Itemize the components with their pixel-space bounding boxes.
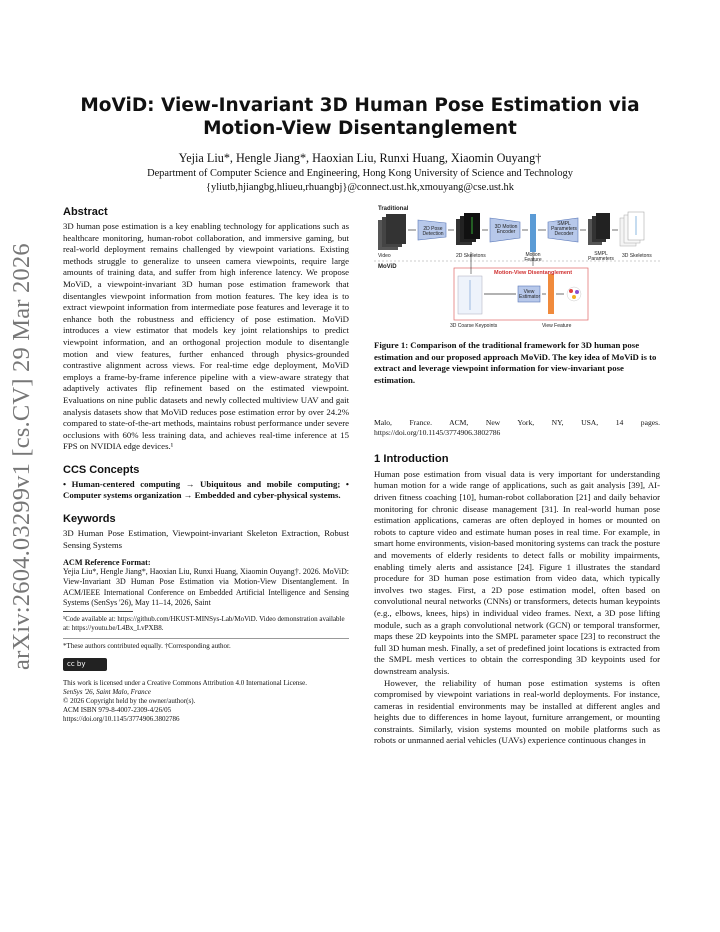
left-column: [63, 206, 349, 724]
label-view-feature: View Feature: [542, 323, 572, 329]
intro-paragraph-2: However, the reliability of human pose estimation systems is often compromised by viewpoint variations in real-world deployments. For instance, cameras in residential environments may be installed at different angles and heights due to differences in home layout, furniture arrangement, or mounting constraints. Similarly, vision systems mounted on mobile platforms such as robots or unmanned aerial vehicles (UAVs) experience continuous changes in: [374, 677, 660, 746]
license-block: [63, 679, 349, 724]
reference-continuation: Malo, France. ACM, New York, NY, USA, 14 pages. https://doi.org/10.1145/3774906.3802786: [374, 418, 660, 438]
license-line: This work is licensed under a Creative Commons Attribution 4.0 International License.: [63, 679, 307, 688]
label-movid: MoViD: [378, 264, 397, 270]
footnote-equal: *These authors contributed equally. †Corresponding author.: [63, 642, 231, 651]
label-3d-skeletons: 3D Skeletons: [622, 253, 652, 259]
label-smpl-decoder: SMPL Parameters Decoder: [551, 221, 577, 237]
label-video: Video: [378, 253, 391, 259]
license-doi-link[interactable]: https://doi.org/10.1145/3774906.3802786: [63, 715, 180, 724]
label-disentanglement: Motion-View Disentanglement: [494, 270, 573, 276]
figure-1-caption: Figure 1: Comparison of the traditional framework for 3D human pose estimation and our proposed approach MoViD. The key idea of MoViD is to extract and leverage viewpoint information for view-invariant pose estimation.: [374, 340, 657, 385]
label-smpl-params: SMPL Parameters: [588, 251, 614, 262]
skeleton-2d-frames: [456, 213, 480, 245]
cc-license-badge[interactable]: [63, 658, 349, 676]
label-motion-feature: Motion Feature: [524, 252, 542, 263]
acm-ref-heading: ACM Reference Format:: [63, 558, 151, 568]
acm-ref-text: Yejia Liu*, Hengle Jiang*, Haoxian Liu, Runxi Huang, Xiaomin Ouyang†. 2026. MoViD: View-Invariant 3D Human Pose Estimation via Motion-View Disentanglement. In ACM/IEEE International Conference on Embedded Artificial Intelligence and Sensing Systems (SenSys '26), May 11–14, 2026, Saint: [63, 567, 349, 607]
video-frames: [378, 214, 406, 250]
label-coarse-keypoints: 3D Coarse Keypoints: [450, 323, 498, 329]
footnote-rule: [63, 611, 133, 612]
ccs-text: • Human-centered computing → Ubiquitous and mobile computing; • Computer systems organization → Embedded and cyber-physical systems.: [63, 478, 349, 501]
camera-view-icon: [567, 287, 581, 301]
arxiv-stamp: arXiv:2604.03299v1 [cs.CV] 29 Mar 2026: [8, 243, 35, 670]
figure-1-diagram: [374, 206, 660, 334]
license-line: ACM ISBN 979-8-4007-2309-4/26/05: [63, 706, 172, 715]
keywords-text: 3D Human Pose Estimation, Viewpoint-invariant Skeleton Extraction, Robust Sensing Systems: [63, 528, 349, 550]
cc-badge-text: cc by: [67, 660, 86, 669]
smpl-param-frames: [588, 213, 610, 245]
intro-heading: 1 Introduction: [374, 452, 449, 465]
ccs-heading: CCS Concepts: [63, 463, 140, 476]
label-traditional: Traditional: [378, 206, 409, 212]
footnote-separator: [63, 638, 349, 639]
label-pose-detection: 2D Pose Detection: [422, 226, 444, 237]
skeleton-3d-frames: [620, 212, 644, 246]
affiliation-block: [60, 167, 660, 195]
emails: {yliutb,hjiangbg,hliueu,rhuangbj}@connect.ust.hk,xmouyang@cse.ust.hk: [206, 182, 514, 193]
label-view-estimator: View Estimator: [519, 289, 541, 300]
license-line: © 2026 Copyright held by the owner/author(s).: [63, 697, 196, 706]
paper-title: MoViD: View-Invariant 3D Human Pose Estimation via Motion-View Disentanglement: [80, 95, 640, 139]
abstract-heading: Abstract: [63, 206, 108, 218]
affiliation: Department of Computer Science and Engineering, Hong Kong University of Science and Technology: [147, 168, 573, 179]
abstract-text: 3D human pose estimation is a key enabling technology for applications such as healthcare monitoring, human-robot collaboration, and immersive gaming, but real-world deployment remains challenged by viewpoint variations. Existing methods struggle to generalize to unseen camera viewpoints, require large amounts of training data, and suffer from high inference latency. We propose MoViD, a viewpoint-invariant 3D human pose estimation framework that disentangles viewpoint information from motion features. The key idea is to extract viewpoint information from intermediate pose features and leverage it to enhance both the robustness and efficiency of pose estimation. MoViD introduces a view estimator that models key joint relationships to predict viewpoint information, and an orthogonal projection module to disentangle motion and view features, further enhanced through physics-grounded contrastive alignment across views. For real-time edge deployment, MoViD employs a frame-by-frame inference pipeline with a view-aware strategy that adaptively activates flip refinement based on the estimated viewpoint. Evaluations on nine public datasets and newly collected multiview UAV and gait analysis datasets show that MoViD reduces pose estimation error by over 24.2% compared to state-of-the-art methods, maintains robust performance under severe occlusions with 60% less training data, and achieves real-time inference at 15 FPS on NVIDIA edge devices.¹: [63, 221, 349, 452]
motion-feature-bar: [530, 214, 536, 252]
view-feature-bar: [548, 274, 554, 314]
label-motion-encoder: 3D Motion Encoder: [494, 224, 518, 235]
footnote-code: ¹Code available at: https://github.com/HKUST-MINSys-Lab/MoViD. Video demonstration available at: https://youtu.be/L4Bx_LvPXB8.: [63, 615, 345, 633]
right-column: [374, 206, 660, 747]
license-line: SenSys '26, Saint Malo, France: [63, 688, 151, 697]
intro-paragraph-1: Human pose estimation from visual data is very important for understanding human motion for a wide range of applications, such as gait analysis [39], AI-driven fitness coaching [10], human-robot collaboration [21] and daily behavior monitoring for chronic disease management [31]. In real-world human pose estimation applications, cameras are often deployed in homes or mounted on robots to capture video and estimate human poses in real time. For example, in smart home environments, vision-based monitoring systems can track the posture and movements of elderly residents to detect falls or mobility impairments, enabling timely alerts and assistance [24]. Figure 1 illustrates the standard procedure for 3D human pose estimation from video data, which typically involves two stages. First, a 2D pose estimation model, often based on convolutional neural networks (CNNs) or transformers, detects human keypoints (e.g., elbows, knees, hips) in individual video frames. Next, a 3D pose lifting module, such as a graph convolutional network (GCN) or temporal transformer, maps these 2D keypoints into the SMPL parameter space [23] to reconstruct the full 3D human mesh. Finally, a set of predefined joint locations is extracted from the SMPL mesh vertices to obtain the corresponding 3D keypoints used for downstream analysis.: [374, 468, 660, 676]
label-2d-skeletons: 2D Skeletons: [456, 253, 486, 259]
keywords-heading: Keywords: [63, 513, 116, 526]
authors: Yejia Liu*, Hengle Jiang*, Haoxian Liu, Runxi Huang, Xiaomin Ouyang†: [178, 151, 542, 165]
